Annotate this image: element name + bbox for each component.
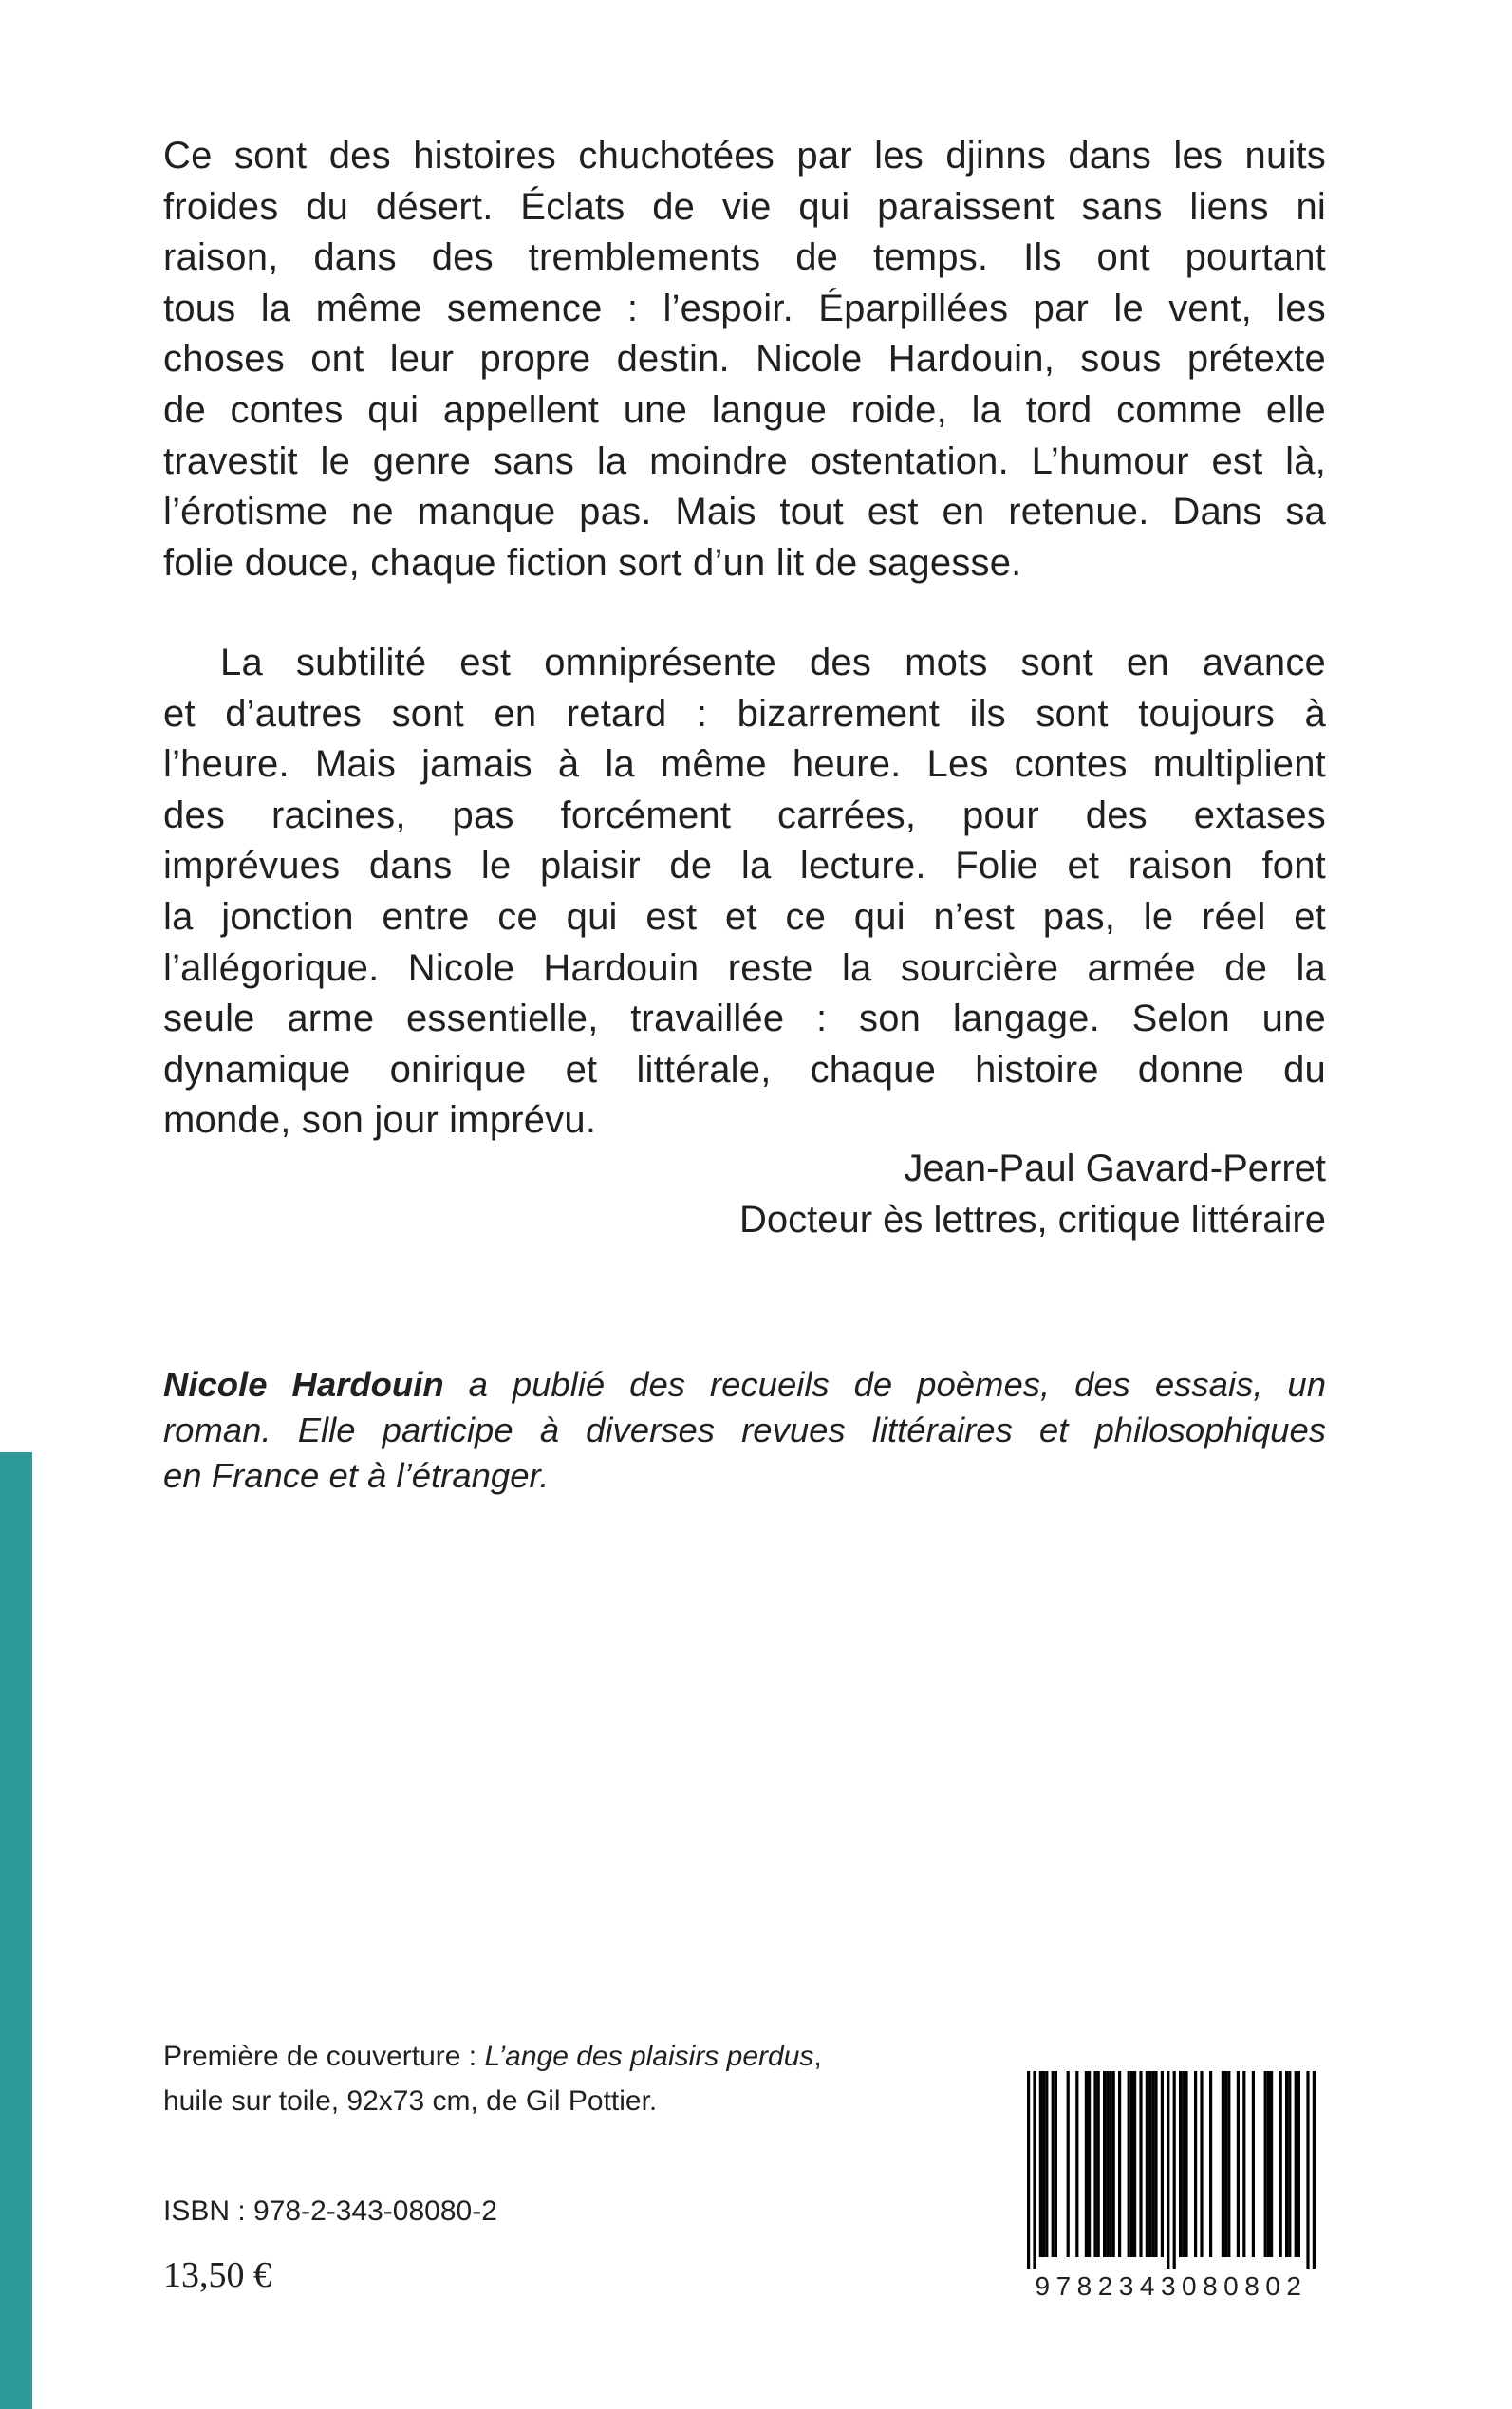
accent-stripe <box>0 1452 32 2409</box>
barcode-bar <box>1067 2071 1070 2257</box>
text-line: seule arme essentielle, travaillée : son langage. Selon une <box>163 998 1326 1040</box>
barcode-bar <box>1128 2071 1130 2257</box>
barcode-bar <box>1039 2071 1042 2257</box>
barcode-bar <box>1154 2071 1157 2257</box>
barcode-bar <box>1279 2071 1282 2257</box>
text-line: tous la même semence : l’espoir. Éparpillées par le vent, les <box>163 287 1326 329</box>
text-line: froides du désert. Éclats de vie qui paraissent sans liens ni <box>163 185 1326 228</box>
barcode-bar <box>1252 2071 1255 2257</box>
text-line: raison, dans des tremblements de temps. Ils ont pourtant <box>163 236 1326 279</box>
barcode-bar <box>1027 2071 1030 2269</box>
barcode-bar <box>1209 2071 1212 2257</box>
barcode-bar <box>1179 2071 1182 2257</box>
barcode-bar <box>1146 2071 1148 2257</box>
barcode-bar <box>1264 2071 1267 2257</box>
author-name: Nicole Hardouin <box>163 1365 444 1404</box>
barcode-digits: 9782343080802 <box>1035 2271 1308 2301</box>
barcode-bar <box>1288 2071 1291 2257</box>
barcode-bar <box>1182 2071 1185 2257</box>
barcode-bar <box>1222 2071 1224 2257</box>
credit-suffix: , <box>813 2041 822 2072</box>
credit-prefix: Première de couverture : <box>163 2041 485 2072</box>
barcode-bar <box>1033 2071 1036 2269</box>
barcode-bar <box>1093 2071 1096 2257</box>
artwork-title: L’ange des plaisirs perdus <box>484 2041 814 2072</box>
text-line: dynamique onirique et littérale, chaque histoire donne du <box>163 1048 1326 1091</box>
barcode-bar <box>1295 2071 1297 2257</box>
barcode-bar <box>1085 2071 1088 2257</box>
barcode-bar <box>1130 2071 1133 2257</box>
barcode-bar <box>1052 2071 1055 2257</box>
barcode-bar <box>1237 2071 1240 2257</box>
barcode-bar <box>1297 2071 1300 2257</box>
isbn: ISBN : 978-2-343-08080-2 <box>163 2195 497 2227</box>
text-line: imprévues dans le plaisir de la lecture. Folie et raison font <box>163 845 1326 887</box>
text-line: l’allégorique. Nicole Hardouin reste la sourcière armée de la <box>163 946 1326 989</box>
text-line: folie douce, chaque fiction sort d’un lit de sagesse. <box>163 541 1022 584</box>
barcode-bar <box>1194 2071 1197 2257</box>
barcode-bar <box>1075 2071 1078 2257</box>
barcode-bar <box>1088 2071 1091 2257</box>
barcode-bar <box>1112 2071 1115 2257</box>
blurb-paragraph-1 <box>163 131 1326 588</box>
barcode-bar <box>1118 2071 1121 2257</box>
signature-title: Docteur ès lettres, critique littéraire <box>738 1199 1326 1241</box>
barcode-bar <box>1109 2071 1111 2257</box>
text-line: l’heure. Mais jamais à la même heure. Les contes multiplient <box>163 743 1326 786</box>
barcode-bar <box>1224 2071 1227 2257</box>
barcode-bar <box>1045 2071 1048 2257</box>
barcode-bar <box>1055 2071 1057 2257</box>
text-line: des racines, pas forcément carrées, pour des extases <box>163 794 1326 836</box>
barcode-bar <box>1227 2071 1230 2257</box>
text-line: monde, son jour imprévu. <box>163 1099 597 1142</box>
barcode-bar <box>1173 2071 1176 2269</box>
barcode-bar <box>1270 2071 1273 2257</box>
bio-line: en France et à l’étranger. <box>163 1456 550 1495</box>
barcode-bar <box>1200 2071 1203 2257</box>
barcode <box>1013 2071 1330 2310</box>
price: 13,50 € <box>163 2255 271 2295</box>
barcode-bar <box>1313 2071 1316 2269</box>
barcode-bar <box>1042 2071 1045 2257</box>
bio-text: a publié des recueils de poèmes, des essais, un <box>443 1365 1326 1404</box>
text-line: de contes qui appellent une langue roide, la tord comme elle <box>163 388 1326 431</box>
barcode-bar <box>1306 2071 1309 2269</box>
text-line: travestit le genre sans la moindre ostentation. L’humour est là, <box>163 439 1326 482</box>
barcode-bar <box>1133 2071 1136 2257</box>
barcode-bar <box>1161 2071 1164 2257</box>
barcode-bar <box>1285 2071 1288 2257</box>
barcode-bar <box>1103 2071 1106 2257</box>
barcode-bar <box>1185 2071 1187 2257</box>
barcode-bar <box>1167 2071 1169 2269</box>
text-line: La subtilité est omniprésente des mots sont en avance <box>220 642 1326 683</box>
barcode-bars <box>1013 2071 1330 2269</box>
bio-line <box>163 1362 1326 1408</box>
cover-credit-line-1 <box>163 2038 822 2076</box>
text-line: l’érotisme ne manque pas. Mais tout est en retenue. Dans sa <box>163 491 1326 533</box>
barcode-bar <box>1242 2071 1245 2257</box>
blurb-paragraph-2 <box>163 638 1326 1147</box>
barcode-bar <box>1151 2071 1154 2257</box>
text-line: et d’autres sont en retard : bizarrement ils sont toujours à <box>163 692 1326 735</box>
signature-name: Jean-Paul Gavard-Perret <box>904 1148 1326 1189</box>
text-line: Ce sont des histoires chuchotées par les djinns dans les nuits <box>163 135 1326 177</box>
text-line: la jonction entre ce qui est et ce qui n’est pas, le réel et <box>163 895 1326 938</box>
barcode-bar <box>1106 2071 1109 2257</box>
bio-line: roman. Elle participe à diverses revues littéraires et philosophiques <box>163 1410 1326 1449</box>
text-line: choses ont leur propre destin. Nicole Hardouin, sous prétexte <box>163 338 1326 381</box>
barcode-bar <box>1148 2071 1151 2257</box>
barcode-bar <box>1139 2071 1142 2257</box>
barcode-bar <box>1267 2071 1270 2257</box>
cover-credit-line-2: huile sur toile, 92x73 cm, de Gil Pottier. <box>163 2085 658 2117</box>
author-bio <box>163 1362 1326 1499</box>
barcode-bar <box>1097 2071 1100 2257</box>
